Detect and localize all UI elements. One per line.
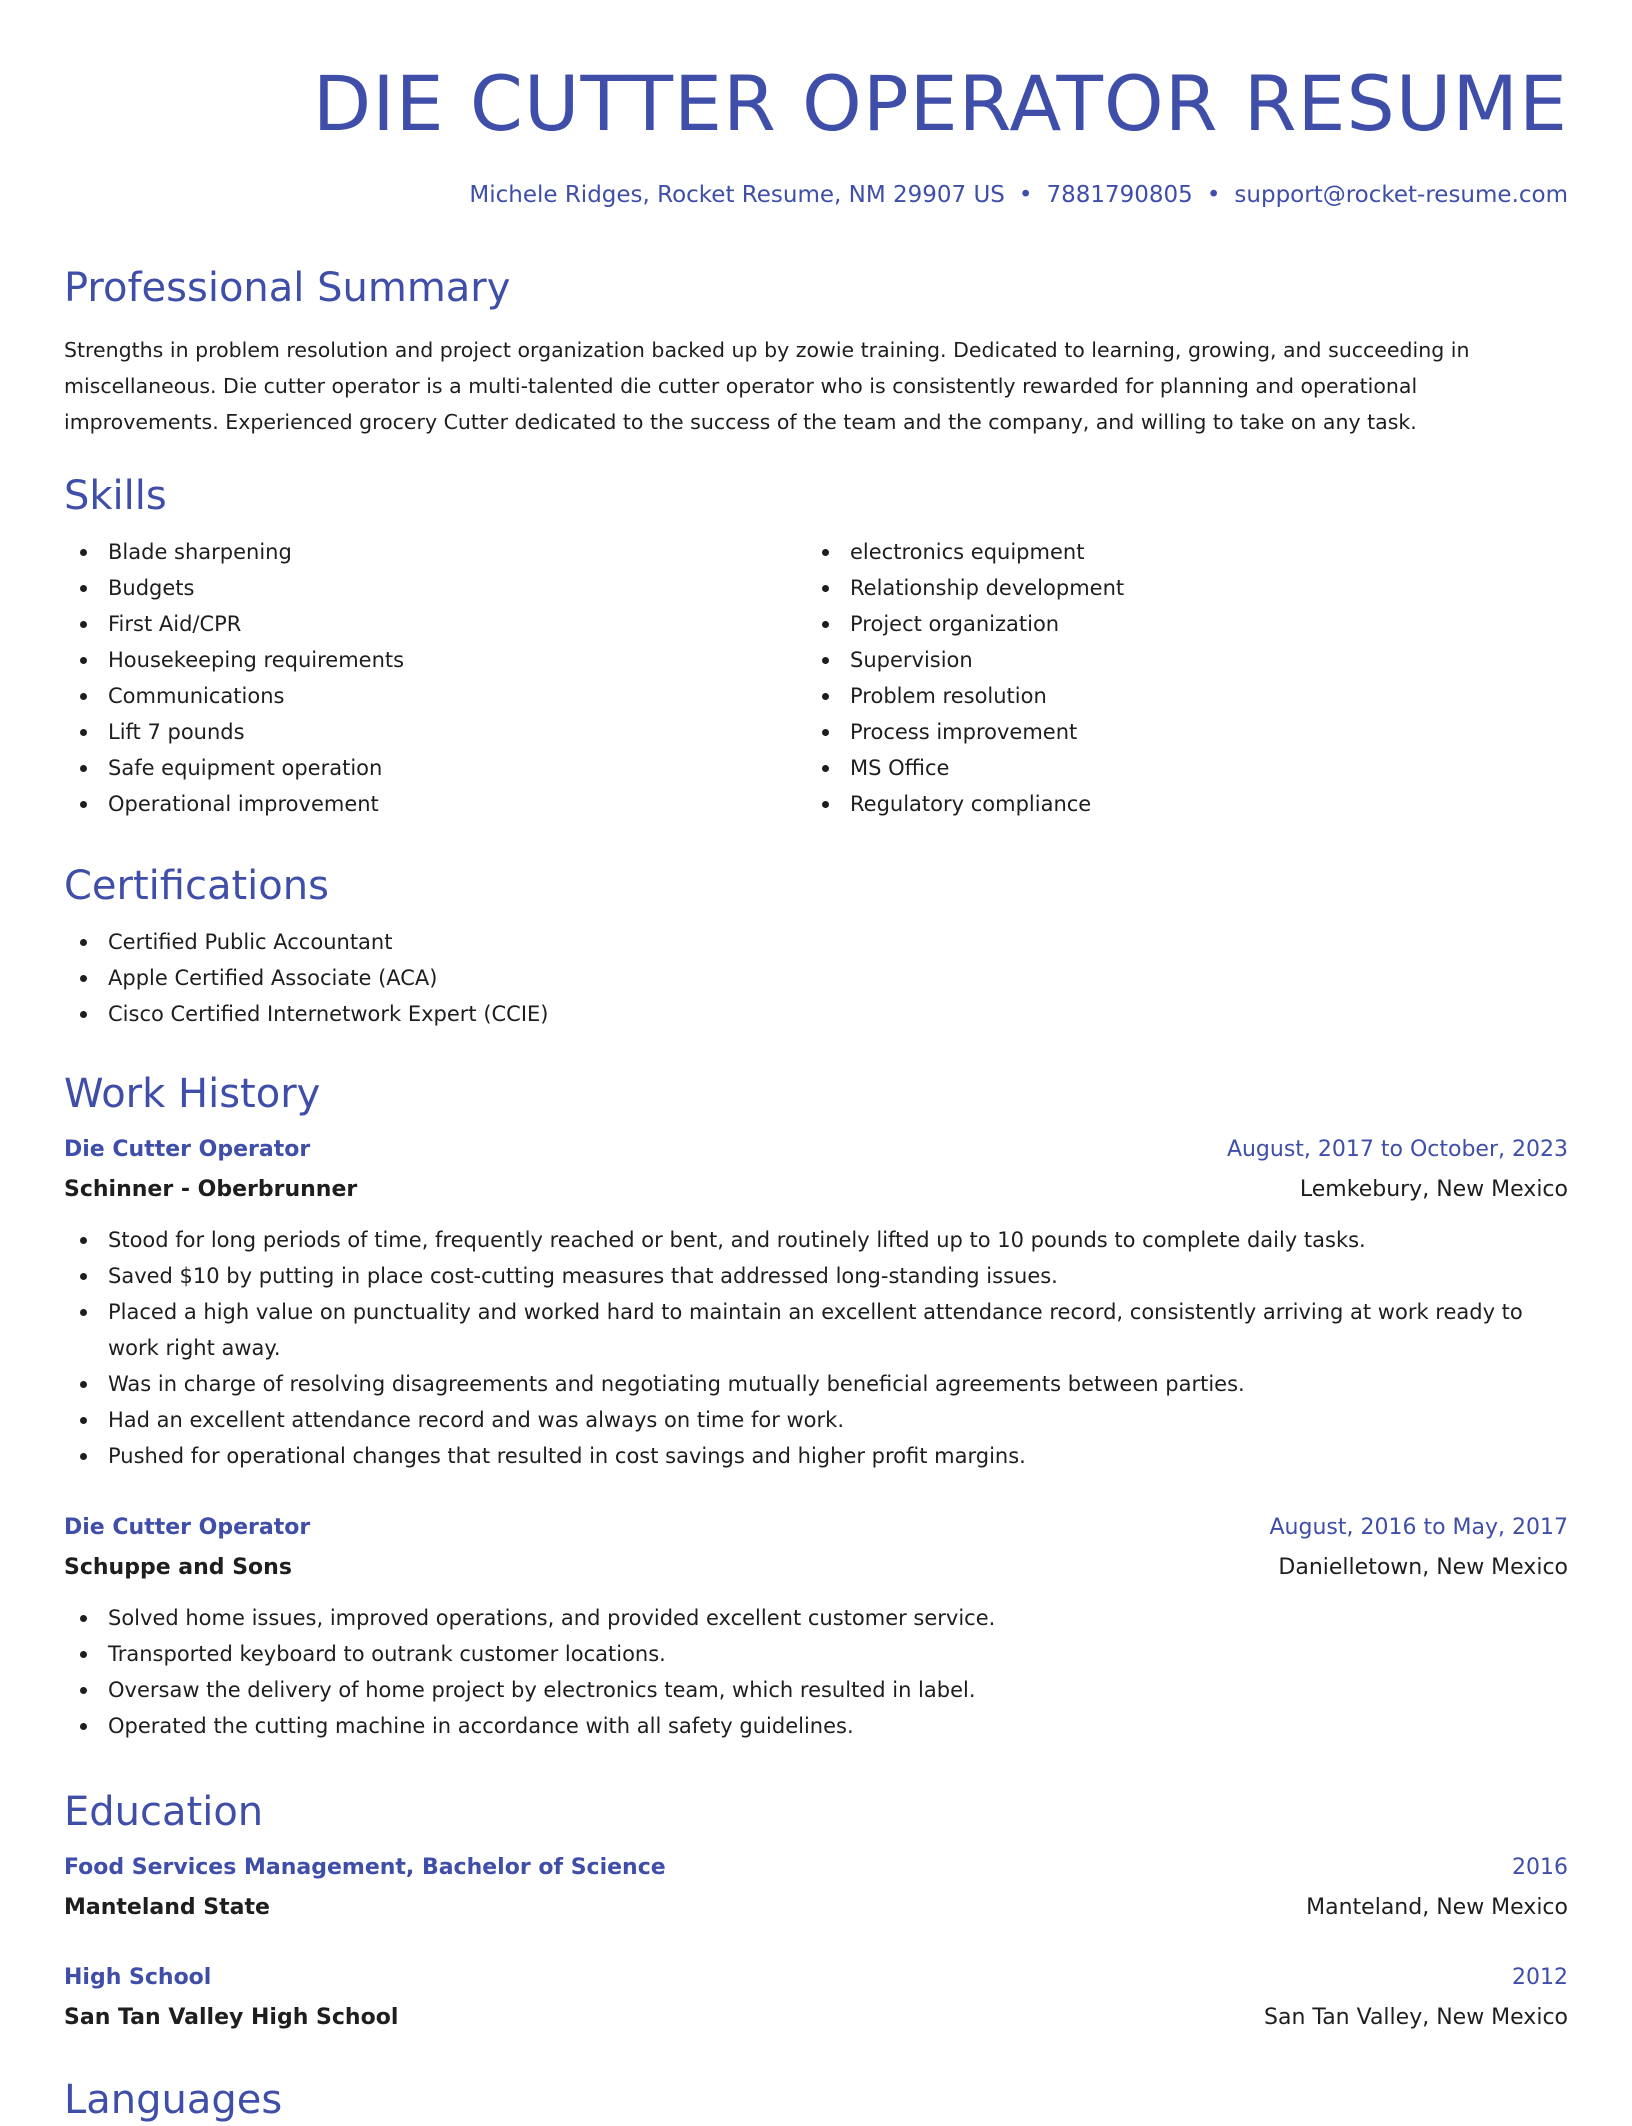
summary-heading: Professional Summary <box>64 265 511 311</box>
job-company-row <box>64 1548 1568 1588</box>
resume-page <box>64 0 1568 2123</box>
school-location: Manteland, New Mexico <box>1306 1895 1568 1920</box>
job-bullet: Pushed for operational changes that resulted in cost savings and higher profit margins. <box>64 1438 1568 1474</box>
degree-name: Food Services Management, Bachelor of Science <box>64 1855 666 1880</box>
resume-title: DIE CUTTER OPERATOR RESUME <box>312 59 1568 148</box>
skills-list-right <box>806 534 1548 822</box>
summary-section <box>64 262 1568 440</box>
languages-heading: Languages <box>64 2077 283 2123</box>
skill-item: Blade sharpening <box>64 534 806 570</box>
school-name: San Tan Valley High School <box>64 2005 399 2030</box>
summary-text: Strengths in problem resolution and project organization backed up by zowie training. Dedicated to learning, growing, and succeeding in miscellaneous. Die cutter operator is a multi-talented die cutter operator who is consistently rewarded for planning and operational improvements. Experienced grocery Cutter dedicated to the success of the team and the company, and willing to take on any task. <box>64 338 1470 434</box>
languages-section <box>64 2074 1568 2126</box>
certifications-section <box>64 860 1568 1032</box>
skill-item: electronics equipment <box>806 534 1548 570</box>
job-title-row <box>64 1508 1568 1548</box>
skill-item: Process improvement <box>806 714 1548 750</box>
job-location: Lemkebury, New Mexico <box>1299 1177 1568 1202</box>
degree-row <box>64 1958 1568 1998</box>
education-heading: Education <box>64 1789 264 1835</box>
job-bullet: Placed a high value on punctuality and worked hard to maintain an excellent attendance record, consistently arriving at work ready to work right away. <box>64 1294 1568 1366</box>
job-company: Schinner - Oberbrunner <box>64 1177 358 1202</box>
school-name: Manteland State <box>64 1895 270 1920</box>
skill-item: Problem resolution <box>806 678 1548 714</box>
work-history-heading: Work History <box>64 1071 321 1117</box>
job-bullet: Oversaw the delivery of home project by electronics team, which resulted in label. <box>64 1672 1568 1708</box>
education-entry <box>64 1958 1568 2038</box>
degree-year: 2012 <box>1512 1965 1568 1990</box>
certification-item: Certified Public Accountant <box>64 924 1568 960</box>
skill-item: Safe equipment operation <box>64 750 806 786</box>
separator-dot: • <box>1018 182 1033 208</box>
skill-item: Housekeeping requirements <box>64 642 806 678</box>
job-title: Die Cutter Operator <box>64 1137 311 1162</box>
degree-year: 2016 <box>1512 1855 1568 1880</box>
job-entry <box>64 1130 1568 1474</box>
job-bullets <box>64 1600 1568 1744</box>
school-location: San Tan Valley, New Mexico <box>1264 2005 1568 2030</box>
school-row <box>64 1998 1568 2038</box>
contact-address: Michele Ridges, Rocket Resume, NM 29907 US <box>469 182 1005 208</box>
job-location: Danielletown, New Mexico <box>1278 1555 1568 1580</box>
certifications-heading: Certifications <box>64 863 329 909</box>
skills-section <box>64 470 1568 822</box>
skill-item: Lift 7 pounds <box>64 714 806 750</box>
job-dates: August, 2017 to October, 2023 <box>1226 1137 1568 1162</box>
job-company: Schuppe and Sons <box>64 1555 292 1580</box>
job-dates: August, 2016 to May, 2017 <box>1269 1515 1568 1540</box>
job-bullet: Saved $10 by putting in place cost-cutting measures that addressed long-standing issues. <box>64 1258 1568 1294</box>
skill-item: Relationship development <box>806 570 1548 606</box>
job-bullet: Operated the cutting machine in accordance with all safety guidelines. <box>64 1708 1568 1744</box>
skill-item: Regulatory compliance <box>806 786 1548 822</box>
education-section <box>64 1786 1568 2038</box>
skills-columns <box>64 534 1568 822</box>
contact-phone: 7881790805 <box>1046 182 1193 208</box>
skills-list-left <box>64 534 806 822</box>
skill-item: MS Office <box>806 750 1548 786</box>
skill-item: First Aid/CPR <box>64 606 806 642</box>
job-company-row <box>64 1170 1568 1210</box>
job-title: Die Cutter Operator <box>64 1515 311 1540</box>
job-bullet: Was in charge of resolving disagreements and negotiating mutually beneficial agreements between parties. <box>64 1366 1568 1402</box>
job-bullet: Had an excellent attendance record and was always on time for work. <box>64 1402 1568 1438</box>
job-bullet: Stood for long periods of time, frequently reached or bent, and routinely lifted up to 10 pounds to complete daily tasks. <box>64 1222 1568 1258</box>
job-bullets <box>64 1222 1568 1474</box>
skill-item: Project organization <box>806 606 1548 642</box>
certifications-list <box>64 924 1568 1032</box>
school-row <box>64 1888 1568 1928</box>
skill-item: Budgets <box>64 570 806 606</box>
education-entry <box>64 1848 1568 1928</box>
job-entry <box>64 1508 1568 1744</box>
certification-item: Apple Certified Associate (ACA) <box>64 960 1568 996</box>
skill-item: Communications <box>64 678 806 714</box>
job-bullet: Solved home issues, improved operations, and provided excellent customer service. <box>64 1600 1568 1636</box>
contact-email: support@rocket-resume.com <box>1234 182 1568 208</box>
certification-item: Cisco Certified Internetwork Expert (CCIE) <box>64 996 1568 1032</box>
degree-name: High School <box>64 1965 212 1990</box>
job-bullet: Transported keyboard to outrank customer locations. <box>64 1636 1568 1672</box>
skill-item: Operational improvement <box>64 786 806 822</box>
skills-heading: Skills <box>64 473 167 519</box>
skill-item: Supervision <box>806 642 1548 678</box>
degree-row <box>64 1848 1568 1888</box>
contact-line <box>64 178 1568 212</box>
job-title-row <box>64 1130 1568 1170</box>
separator-dot: • <box>1206 182 1221 208</box>
work-history-section <box>64 1068 1568 1744</box>
